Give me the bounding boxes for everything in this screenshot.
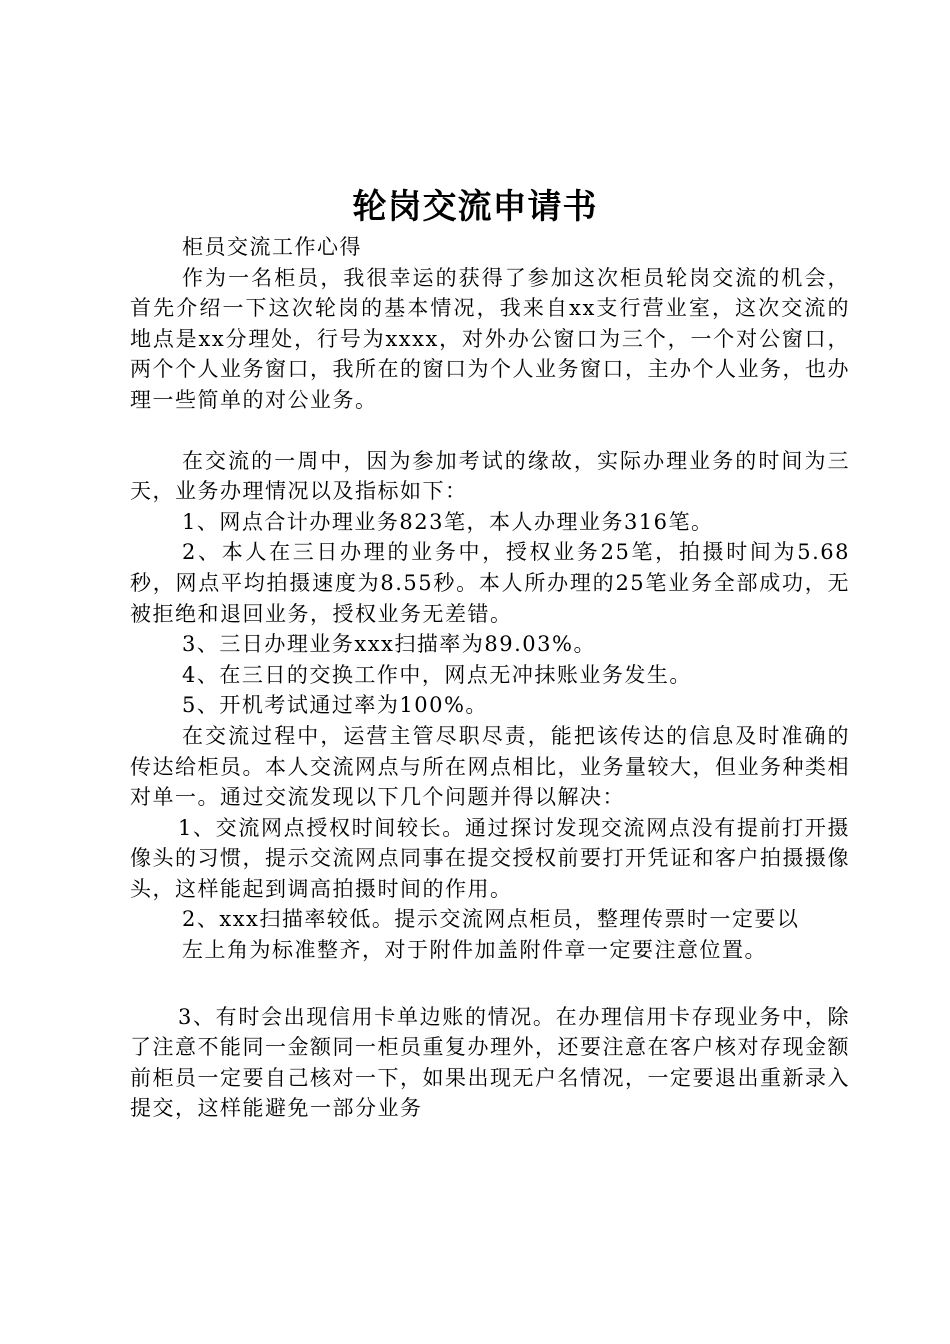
paragraph-gap xyxy=(130,416,850,446)
paragraph-subtitle: 柜员交流工作心得 xyxy=(182,235,362,259)
list-item-3: 3、三日办理业务xxx扫描率为89.03%。 xyxy=(182,632,596,657)
problem-item-3: 3、有时会出现信用卡单边账的情况。在办理信用卡存现业务中，除了注意不能同一金额同一柜员重复办理外，还要注意在客户核对存现金额前柜员一定要自己核对一下，如果出现无户名情况，一定要退出重新录入提交，这样能避免一部分业务 xyxy=(130,1004,850,1121)
paragraph-gap xyxy=(130,966,850,1002)
paragraph-week-summary: 在交流的一周中，因为参加考试的缘故，实际办理业务的时间为三天，业务办理情况以及指标如下： xyxy=(130,448,850,504)
list-item-1: 1、网点合计办理业务823笔，本人办理业务316笔。 xyxy=(182,509,714,534)
document-title: 轮岗交流申请书 xyxy=(352,187,598,227)
problem-item-1: 1、交流网点授权时间较长。通过探讨发现交流网点没有提前打开摄像头的习惯，提示交流网点同事在提交授权前要打开凭证和客户拍摄摄像头，这样能起到调高拍摄时间的作用。 xyxy=(130,815,850,901)
problem-item-2: 2、xxx扫描率较低。提示交流网点柜员，整理传票时一定要以 xyxy=(182,907,800,932)
list-item-2: 2、本人在三日办理的业务中，授权业务25笔，拍摄时间为5.68秒，网点平均拍摄速度为8.55秒。本人所办理的25笔业务全部成功，无被拒绝和退回业务，授权业务无差错。 xyxy=(130,540,850,626)
list-item-4: 4、在三日的交换工作中，网点无冲抹账业务发生。 xyxy=(182,662,692,687)
document-body xyxy=(130,232,850,1124)
paragraph-intro: 作为一名柜员，我很幸运的获得了参加这次柜员轮岗交流的机会，首先介绍一下这次轮岗的基本情况，我来自xx支行营业室，这次交流的地点是xx分理处，行号为xxxx，对外办公窗口为三个，一个对公窗口，两个个人业务窗口，我所在的窗口为个人业务窗口，主办个人业务，也办理一些简单的对公业务。 xyxy=(130,265,850,412)
paragraph-process: 在交流过程中，运营主管尽职尽责，能把该传达的信息及时准确的传达给柜员。本人交流网点与所在网点相比，业务量较大，但业务种类相对单一。通过交流发现以下几个问题并得以解决： xyxy=(130,723,850,810)
problem-item-2-continued: 左上角为标准整齐，对于附件加盖附件章一定要注意位置。 xyxy=(182,938,767,963)
list-item-5: 5、开机考试通过率为100%。 xyxy=(182,693,488,718)
